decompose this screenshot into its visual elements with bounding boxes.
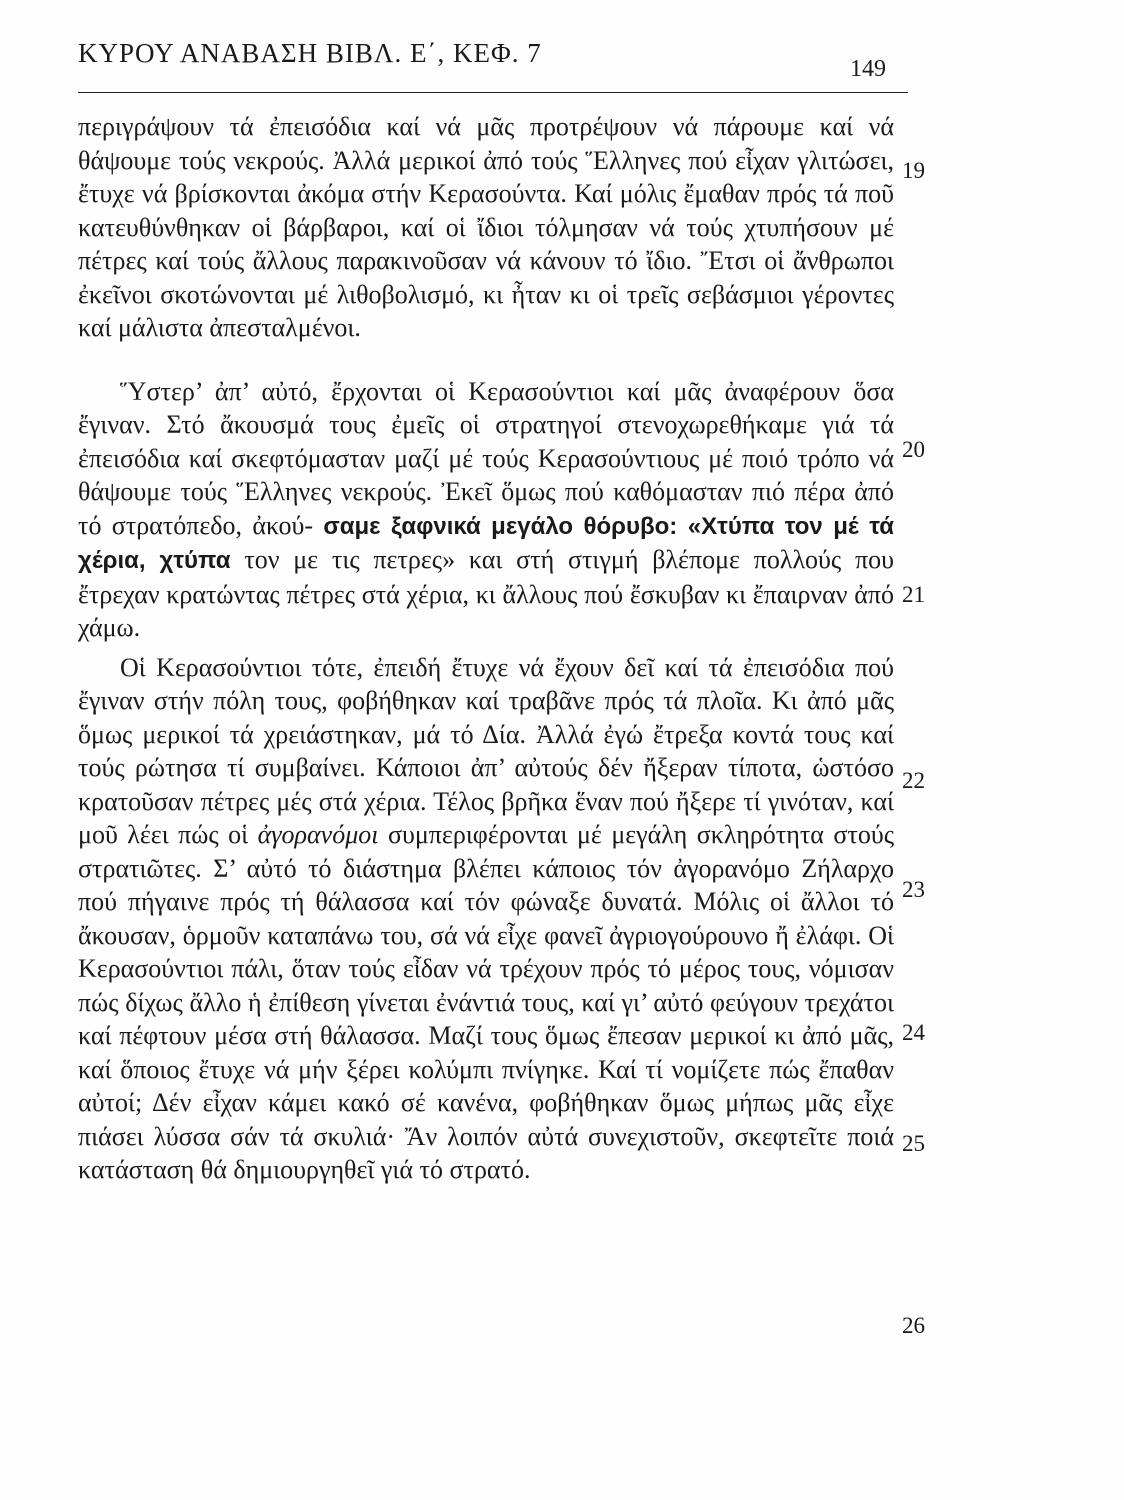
running-header (78, 38, 908, 94)
section-number-22: 22 (902, 768, 925, 793)
section-number-19: 19 (902, 158, 925, 183)
paragraph-3-text-a: Οἱ Κερασούντιοι τότε, ἐπειδή ἔτυχε νά ἔχουν δεῖ καί τά ἐπεισόδια πού ἔγιναν στήν πόλη τους, φοβήθηκαν καί τραβᾶνε πρός τά πλοῖα. Κι ἀπό μᾶς ὅμως μερικοί τά χρειάστηκαν, μά τό Δία. Ἀλλά ἐγώ ἔτρεξα κοντά τους καί τούς ρώτησα τί συμβαίνει. Κάποιοι ἀπ’ αὐτούς δέν ἤξεραν τίποτα, ὡστόσο κρατοῦσαν πέτρες μές στά χέρια. Τέλος βρῆκα ἕναν πού ἤξερε τί γινόταν, καί μοῦ λέει πώς οἱ (78, 652, 894, 849)
paragraph-2-text-a: Ὕστερ’ ἀπ’ αὐτό, ἔρχονται οἱ Κερασούντιοι καί μᾶς ἀναφέρουν ὅσα ἔγιναν. Στό ἄκουσμά τους ἐμεῖς οἱ στρατηγοί στενοχωρεθήκαμε γιά τά ἐπεισόδια καί σκεφτόμασταν μαζί μέ τούς Κερασούντιους μέ ποιό τρόπο νά θάψουμε τούς Ἕλληνες νεκρούς. Ἐκεῖ ὅμως πού καθόμασταν πιό πέρα ἀπό τό στρατόπεδο, ἀκού- (78, 376, 894, 540)
section-number-20: 20 (902, 437, 925, 462)
paragraph-2-bold-line: σαμε ξαφνικά μεγάλο θόρυβο: «Χτύπα τον μέ τά χέρια, χτύπα (78, 512, 894, 574)
section-number-23: 23 (902, 877, 925, 902)
paragraph-1: περιγράψουν τά ἐπεισόδια καί νά μᾶς προτρέψουν νά πάρουμε καί νά θάψουμε τούς νεκρούς. Ἀλλά μερικοί ἀπό τούς Ἕλληνες πού εἶχαν γλιτώσει, ἔτυχε νά βρίσκονται ἀκόμα στήν Κερασούντα. Καί μόλις ἔμαθαν πρός τά ποῦ κατευθύνθηκαν οἱ βάρβαροι, καί οἱ ἴδιοι τόλμησαν νά τούς χτυπήσουν μέ πέτρες καί τούς ἄλλους παρακινοῦσαν νά κάνουν τό ἴδιο. Ἔτσι οἱ ἄνθρωποι ἐκεῖνοι σκοτώνονται μέ λιθοβολισμό, κι ἦταν κι οἱ τρεῖς σεβάσμιοι γέροντες καί μάλιστα ἀπεσταλμένοι. (78, 112, 894, 342)
section-number-21: 21 (902, 582, 925, 607)
page-number: 149 (850, 56, 886, 82)
header-rule (78, 92, 908, 93)
main-text (78, 110, 894, 1187)
paragraph-3-italic-term: ἀγορανόμοι (257, 820, 379, 849)
paragraph-3 (78, 651, 894, 1187)
section-number-24: 24 (902, 1020, 925, 1045)
section-number-26: 26 (902, 1313, 925, 1338)
paragraph-3-text-b: συμπεριφέρονται μέ μεγάλη σκληρότητα στούς στρατιῶτες. Σ’ αὐτό τό διάστημα βλέπει κάποιος τόν ἀγορανόμο Ζήλαρχο πού πήγαινε πρός τή θάλασσα καί τόν φώναξε δυνατά. Μόλις οἱ ἄλλοι τό ἄκουσαν, ὁρμοῦν καταπάνω του, σά νά εἶχε φανεῖ ἀγριογούρουνο ἤ ἐλάφι. Οἱ Κερασούντιοι πάλι, ὅταν τούς εἶδαν νά τρέχουν πρός τό μέρος τους, νόμισαν πώς δίχως ἄλλο ἡ ἐπίθεση γίνεται ἐνάντιά τους, καί γι’ αὐτό φεύγουν τρεχάτοι καί πέφτουν μέσα στή θάλασσα. Μαζί τους ὅμως ἔπεσαν μερικοί κι ἀπό μᾶς, καί ὅποιος ἔτυχε νά μήν ξέρει κολύμπι πνίγηκε. Καί τί νομίζετε πώς ἔπαθαν αὐτοί; Δέν εἶχαν κάμει κακό σέ κανένα, φοβήθηκαν ὅμως μήπως μᾶς εἶχε πιάσει λύσσα σάν τά σκυλιά· Ἄν λοιπόν αὐτά συνεχιστοῦν, σκεφτεῖτε ποιά κατάσταση θά δημιουργηθεῖ γιά τό στρατό. (78, 820, 895, 1184)
paragraph-2-text-b: τον με τις πετρες» και στή στιγμή βλέπομε πολλούς που ἔτρεχαν κρατώντας πέτρες στά χέρια, κι ἄλλους πού ἔσκυβαν κι ἔπαιρναν ἀπό χάμω. (78, 545, 894, 642)
section-number-25: 25 (902, 1131, 925, 1156)
paragraph-2 (78, 375, 894, 645)
running-title: ΚΥΡΟΥ ΑΝΑΒΑΣΗ ΒΙΒΛ. Ε΄, ΚΕΦ. 7 (78, 38, 542, 68)
